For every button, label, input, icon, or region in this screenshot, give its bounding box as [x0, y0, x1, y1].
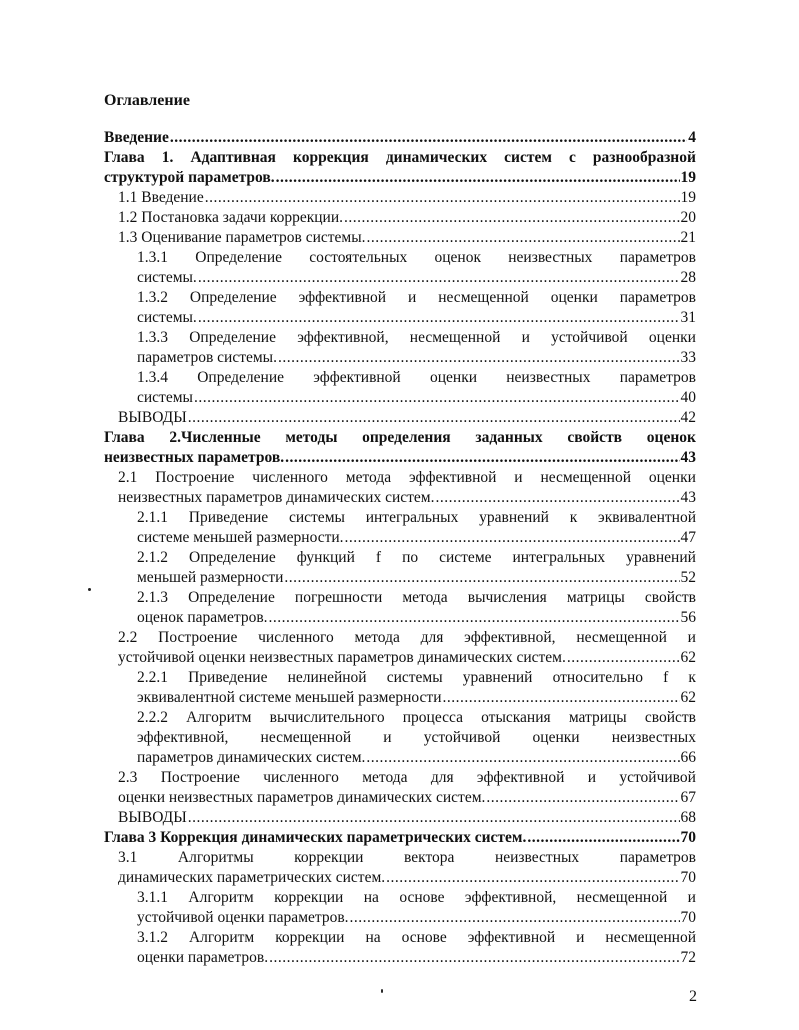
word: 1.3.2 — [137, 289, 168, 306]
toc-entry[interactable] — [104, 828, 696, 848]
toc-entry-text — [137, 548, 696, 568]
toc-page-number: 42 — [680, 409, 696, 426]
word: несмещенной — [260, 729, 352, 746]
toc-entry[interactable] — [137, 588, 696, 628]
word: численного — [263, 769, 339, 786]
word: несмещенной — [540, 469, 632, 486]
dot-leader — [269, 948, 679, 968]
toc-entry-text — [137, 288, 696, 308]
toc-entry-text: системы. — [137, 269, 197, 286]
toc-page-number: 68 — [680, 809, 696, 826]
word: Построение — [158, 629, 238, 646]
word: Определение — [195, 249, 283, 266]
toc-entry[interactable] — [137, 328, 696, 368]
word: и — [408, 289, 417, 306]
dot-leader — [284, 568, 679, 588]
word: метода — [354, 629, 400, 646]
word: неизвестных — [506, 369, 591, 386]
word: неизвестных — [494, 849, 580, 866]
toc-entry-text: системы — [137, 389, 193, 406]
word: по — [402, 549, 419, 566]
word: к — [688, 669, 696, 686]
word: на — [365, 929, 381, 946]
word: для — [420, 629, 444, 646]
word: оценок — [646, 429, 696, 446]
toc-entry[interactable] — [137, 288, 696, 328]
word: свойств — [644, 589, 696, 606]
toc-page-number: 20 — [680, 209, 696, 226]
toc-entry[interactable] — [118, 768, 696, 808]
toc-entry-text: 1.3 Оценивание параметров системы. — [118, 229, 366, 246]
word: оценки — [550, 289, 598, 306]
word: Определение — [189, 289, 277, 306]
toc-page-number: 62 — [680, 689, 696, 706]
toc-entry-text: оценок параметров. — [137, 609, 268, 626]
toc-entry[interactable] — [118, 808, 696, 828]
toc-entry[interactable] — [118, 188, 696, 208]
word: отыскания — [481, 709, 551, 726]
word: Алгоритм — [188, 929, 255, 946]
toc-entry[interactable] — [104, 148, 696, 188]
toc-entry[interactable] — [137, 508, 696, 548]
word: матрицы — [566, 589, 625, 606]
toc-page-number: 70 — [680, 869, 696, 886]
word: свойств — [567, 429, 623, 446]
word: 1.3.3 — [137, 329, 168, 346]
word: Адаптивная — [190, 149, 276, 166]
toc-entry-text: параметров динамических систем. — [137, 749, 366, 766]
word: эффективной — [298, 289, 387, 306]
word: Построение — [155, 469, 235, 486]
toc-entry-text: ВЫВОДЫ — [118, 809, 187, 826]
toc-entry-text: 1.2 Постановка задачи коррекции. — [118, 209, 343, 226]
word: неизвестных — [611, 729, 696, 746]
toc-entry-text: Глава 3 Коррекция динамических параметрических систем. — [104, 829, 527, 846]
word: оценки — [648, 329, 696, 346]
toc-page-number: 19 — [680, 189, 696, 206]
toc-page-number: 19 — [680, 169, 696, 186]
word: погрешности — [294, 589, 383, 606]
toc-page-number: 67 — [680, 789, 696, 806]
word: методы — [285, 429, 338, 446]
toc-entry-text — [137, 928, 696, 948]
dot-leader — [486, 788, 679, 808]
toc-page-number: 33 — [680, 349, 696, 366]
word: несмещенной — [605, 929, 696, 946]
toc-page-number: 70 — [680, 829, 696, 846]
dot-leader — [527, 828, 679, 848]
toc-entry[interactable] — [104, 128, 696, 148]
toc-entry-text — [137, 368, 696, 388]
toc-entry-text — [118, 628, 696, 648]
word: оценки — [648, 469, 696, 486]
word: свойств — [644, 709, 696, 726]
word: системы — [386, 669, 443, 686]
dot-leader — [170, 128, 687, 148]
toc-entry-text: структурой параметров. — [104, 169, 275, 186]
word: 2.1 — [118, 469, 138, 486]
toc-entry[interactable] — [137, 548, 696, 588]
toc-entry-text: устойчивой оценки неизвестных параметров динамических систем. — [118, 649, 566, 666]
word: функций — [296, 549, 355, 566]
word: Алгоритм — [186, 709, 252, 726]
toc-page-number: 70 — [680, 909, 696, 926]
word: несмещенной — [576, 889, 668, 906]
toc-page-number: 40 — [680, 389, 696, 406]
word: 2.3 — [118, 769, 138, 786]
word: численного — [252, 469, 328, 486]
word: 2.1.1 — [137, 509, 168, 526]
toc-entry-text — [118, 468, 696, 488]
toc-entry-text — [137, 728, 696, 748]
dot-leader — [367, 228, 680, 248]
word: параметров — [619, 369, 696, 386]
toc-page-number: 66 — [680, 749, 696, 766]
word: Определение — [189, 549, 276, 566]
word: эффективной — [467, 929, 556, 946]
word: систем — [504, 149, 552, 166]
word: состоятельных — [309, 249, 408, 266]
word: эффективной, — [464, 889, 557, 906]
dot-leader — [344, 208, 680, 228]
dot-leader — [188, 808, 680, 828]
word: оценки — [532, 729, 580, 746]
word: 1. — [161, 149, 174, 166]
toc-entry-text — [137, 248, 696, 268]
word: уравнений — [626, 549, 696, 566]
toc-page-number: 31 — [680, 309, 696, 326]
toc-entry-text — [137, 888, 696, 908]
word: к — [569, 509, 578, 526]
dot-leader — [198, 268, 680, 288]
word: эквивалентной — [598, 509, 696, 526]
word: системы — [288, 509, 345, 526]
word: неизвестных — [508, 249, 593, 266]
word: несмещенной — [409, 329, 501, 346]
word: основе — [399, 889, 445, 906]
word: коррекции — [294, 849, 364, 866]
toc-entry-text: 1.1 Введение — [118, 189, 204, 206]
dot-leader — [276, 168, 680, 188]
word: Приведение — [188, 669, 268, 686]
toc-entry-text: меньшей размерности — [137, 569, 284, 586]
toc-entry[interactable] — [137, 248, 696, 288]
toc-entry-text: ВЫВОДЫ — [118, 409, 187, 426]
word: интегральных — [365, 509, 459, 526]
toc-entry[interactable] — [137, 708, 696, 768]
word: 2.1.2 — [137, 549, 168, 566]
word: параметров — [619, 849, 696, 866]
word: параметров — [619, 249, 696, 266]
toc-entry[interactable] — [137, 888, 696, 928]
toc-page-number: 72 — [680, 949, 696, 966]
word: 2.1.3 — [137, 589, 168, 606]
toc-entry[interactable] — [118, 408, 696, 428]
dot-leader — [567, 648, 680, 668]
page-number: 2 — [689, 988, 697, 1005]
toc-entry-text: оценки параметров. — [137, 949, 269, 966]
word: эффективной — [476, 769, 565, 786]
dot-leader — [205, 188, 680, 208]
word: эффективной, — [464, 629, 556, 646]
dot-leader — [442, 688, 679, 708]
word: коррекции — [274, 889, 344, 906]
word: разнообразной — [592, 149, 696, 166]
toc-page-number: 56 — [680, 609, 696, 626]
toc-entry-text — [137, 588, 696, 608]
word: матрицы — [568, 709, 627, 726]
dot-leader — [345, 528, 680, 548]
word: метода — [402, 589, 448, 606]
toc-page-number: 21 — [680, 229, 696, 246]
toc-entry-text: динамических параметрических систем. — [118, 869, 386, 886]
dot-leader — [194, 388, 680, 408]
word: вычислительного — [269, 709, 385, 726]
word: основе — [401, 929, 447, 946]
toc-entry-text: неизвестных параметров. — [104, 449, 285, 466]
toc-entry-text: неизвестных параметров динамических систем. — [118, 489, 435, 506]
word: интегральных — [512, 549, 606, 566]
word: Определение — [197, 369, 284, 386]
word: и — [687, 629, 696, 646]
word: и — [383, 729, 392, 746]
scan-speck — [88, 588, 91, 591]
toc-entry-text — [104, 148, 696, 168]
word: и — [687, 889, 696, 906]
toc-entry[interactable] — [118, 468, 696, 508]
word: процесса — [402, 709, 463, 726]
dot-leader — [188, 408, 680, 428]
toc-entry[interactable] — [118, 228, 696, 248]
toc-page-number: 52 — [680, 569, 696, 586]
word: несмещенной — [438, 289, 529, 306]
word: эффективной — [313, 369, 401, 386]
word: 2.Численные — [169, 429, 261, 446]
dot-leader — [285, 448, 679, 468]
page-title: Оглавление — [104, 92, 190, 109]
word: 2.2.1 — [137, 669, 168, 686]
toc-entry-text — [137, 328, 696, 348]
toc-entry-text: эквивалентной системе меньшей размерности — [137, 689, 442, 706]
word: нелинейной — [287, 669, 367, 686]
dot-leader — [269, 608, 680, 628]
word: и — [576, 929, 585, 946]
word: для — [430, 769, 454, 786]
dot-leader — [350, 908, 680, 928]
word: Определение — [188, 589, 275, 606]
toc-entry-text — [137, 508, 696, 528]
toc-page-number: 28 — [680, 269, 696, 286]
word: устойчивой — [619, 769, 696, 786]
word: Алгоритм — [188, 889, 254, 906]
toc-entry[interactable] — [137, 368, 696, 408]
toc-entry-text — [118, 848, 696, 868]
toc-entry[interactable] — [118, 628, 696, 668]
word: несмещенной — [576, 629, 667, 646]
word: 2.2 — [118, 629, 138, 646]
toc-page-number: 43 — [680, 449, 696, 466]
word: и — [514, 469, 523, 486]
word: определения — [362, 429, 451, 446]
word: коррекции — [275, 929, 345, 946]
dot-leader — [366, 748, 679, 768]
word: на — [363, 889, 379, 906]
word: 3.1.1 — [137, 889, 168, 906]
toc-entry-text: устойчивой оценки параметров. — [137, 909, 349, 926]
word: динамических — [385, 149, 488, 166]
dot-leader — [278, 348, 680, 368]
toc-entry[interactable] — [118, 848, 696, 888]
toc-entry[interactable] — [104, 428, 696, 468]
toc-entry-text: параметров системы. — [137, 349, 277, 366]
word: и — [521, 329, 530, 346]
word: уравнений — [462, 669, 533, 686]
toc-entry-text: Введение — [104, 129, 169, 146]
toc-page-number: 43 — [680, 489, 696, 506]
word: параметров — [619, 289, 696, 306]
word: численного — [258, 629, 334, 646]
toc-page-number: 4 — [688, 129, 696, 146]
toc-page-number: 62 — [680, 649, 696, 666]
word: заданных — [475, 429, 543, 446]
word: коррекция — [293, 149, 369, 166]
word: оценки — [429, 369, 478, 386]
word: Построение — [160, 769, 240, 786]
word: устойчивой — [423, 729, 501, 746]
toc-entry-text — [137, 668, 696, 688]
word: 3.1.2 — [137, 929, 168, 946]
word: системе — [439, 549, 492, 566]
word: метода — [345, 469, 392, 486]
word: оценок — [434, 249, 481, 266]
scan-speck — [381, 989, 383, 993]
toc-entry-text: системе меньшей размерности. — [137, 529, 344, 546]
word: устойчивой — [551, 329, 628, 346]
word: Глава — [104, 429, 145, 446]
word: f — [663, 669, 669, 686]
toc-entry-text — [104, 428, 696, 448]
word: вычисления — [467, 589, 547, 606]
word: 1.3.4 — [137, 369, 168, 386]
word: 3.1 — [118, 849, 138, 866]
word: уравнений — [479, 509, 549, 526]
word: Определение — [189, 329, 276, 346]
word: эффективной, — [137, 729, 229, 746]
word: 1.3.1 — [137, 249, 168, 266]
dot-leader — [435, 488, 679, 508]
word: Приведение — [188, 509, 269, 526]
toc-entry-text: оценки неизвестных параметров динамических систем. — [118, 789, 486, 806]
word: относительно — [552, 669, 644, 686]
word: с — [568, 149, 576, 166]
word: эффективной, — [297, 329, 389, 346]
dot-leader — [198, 308, 680, 328]
word: 2.2.2 — [137, 709, 168, 726]
dot-leader — [386, 868, 679, 888]
toc-entry[interactable] — [137, 928, 696, 968]
word: эффективной — [408, 469, 497, 486]
toc-entry[interactable] — [118, 208, 696, 228]
word: Глава — [104, 149, 145, 166]
word: вектора — [404, 849, 455, 866]
toc-entry[interactable] — [137, 668, 696, 708]
toc-entry-text — [137, 708, 696, 728]
word: метода — [362, 769, 408, 786]
word: f — [375, 549, 382, 566]
toc-entry-text: системы. — [137, 309, 197, 326]
toc-page-number: 47 — [680, 529, 696, 546]
toc-entry-text — [118, 768, 696, 788]
word: и — [587, 769, 597, 786]
word: Алгоритмы — [177, 849, 254, 866]
